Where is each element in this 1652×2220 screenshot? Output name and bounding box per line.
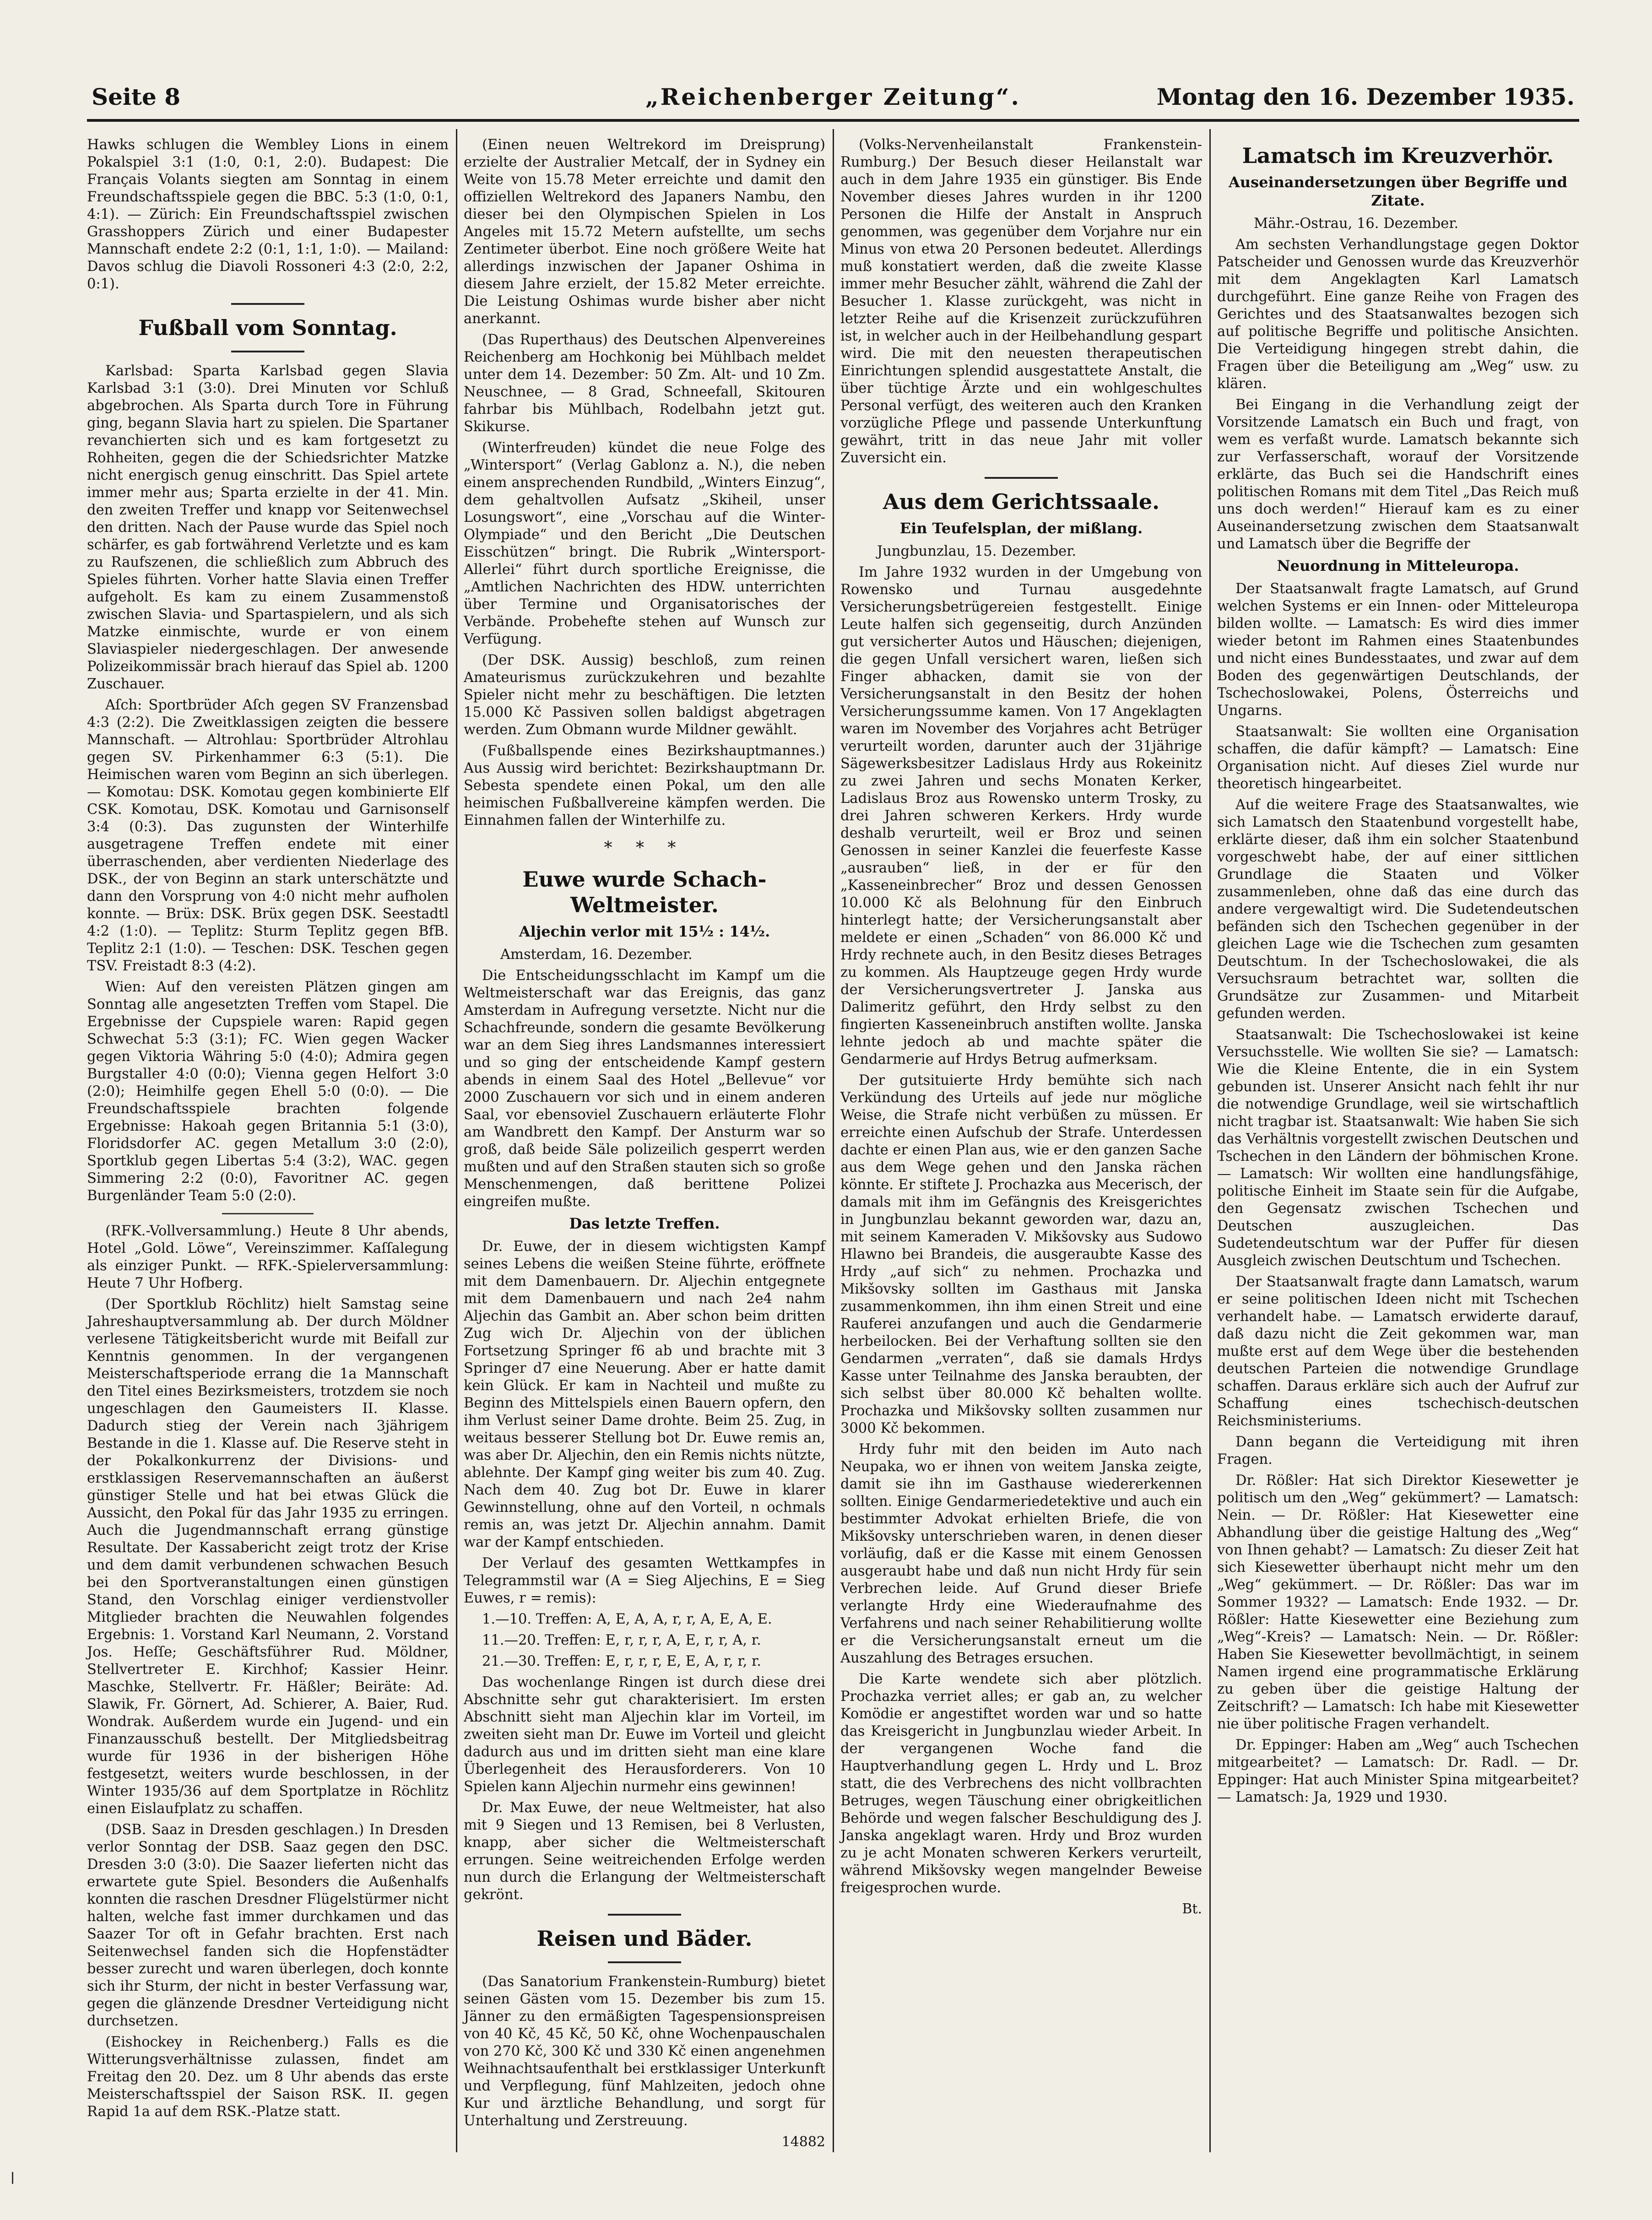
ad-number: 14882 xyxy=(781,2134,825,2150)
divider xyxy=(222,1213,314,1214)
dateline: Amsterdam, 16. Dezember. xyxy=(500,947,693,963)
margin-mark xyxy=(12,2172,22,2184)
page-header xyxy=(87,78,1579,122)
column-sports xyxy=(87,136,449,2141)
article-paragraph: (Das Ruperthaus) des Deutschen Alpenvereines Reichenberg am Hochkonig bei Mühlbach meldet unter dem 14. Dezember: 50 Zm. Alt- und 10 Zm. Neuschnee, — 8 Grad, Schneefall, Skitouren fahrbar bis Mühlbach, Rodelbahn jetzt gut. Skikurse. xyxy=(464,332,825,435)
article-paragraph: (DSB. Saaz in Dresden geschlagen.) In Dresden verlor Sonntag der DSB. Saaz gegen den DSC. Dresden 3:0 (3:0). Die Saazer lieferten nicht das erwartete gute Spiel. Besonders die Außenhalfs konnten die raschen Dresdner Flügelstürmer nicht halten, welche fast immer durchkamen und das Saazer Tor oft in Gefahr brachten. Erst nach Seitenwechsel fanden sich die Hopfenstädter besser zurecht und waren überlegen, doch konnte sich ihr Sturm, der nicht in bester Verfassung war, gegen die glänzende Dresdner Verteidigung nicht durchsetzen. xyxy=(87,1822,449,2029)
article-paragraph: (Winterfreuden) kündet die neue Folge des „Wintersport“ (Verlag Gablonz a. N.), die neben einem ansprechenden Rundbild, „Winters Einzug“, dem gehaltvollen Aufsatz „Skiheil, unser Losungswort“, eine „Vorschau auf die Winter-Olympiade“ und den Bericht „Die Deutschen Eisschützen“ bringt. Die Rubrik „Wintersport-Allerlei“ führt durch sportliche Ereignisse, die „Amtlichen Nachrichten des HDW. unterrichten über Termine und Organisatorisches der Verbände. Probehefte stehen auf Wunsch zur Verfügung. xyxy=(464,440,825,647)
column-rule xyxy=(833,129,834,2152)
article-paragraph: (Der DSK. Aussig) beschloß, zum reinen Amateurismus zurückzukehren und bezahlte Spieler nicht mehr zu beschäftigen. Die letzten 15.000 Kč Passiven sollen baldigst abgetragen werden. Zum Obmann wurde Mildner gewählt. xyxy=(464,652,825,738)
article-paragraph: Aſch: Sportbrüder Aſch gegen SV Franzensbad 4:3 (2:2). Die Zweitklassigen zeigten die bessere Mannschaft. — Altrohlau: Sportbrüder Altrohlau gegen SV. Pirkenhammer 6:3 (5:1). Die Heimischen waren vom Beginn an sich überlegen. — Komotau: DSK. Komotau gegen kombinierte Elf CSK. Komotau, DSK. Komotau und Garnisonself 3:4 (0:3). Das zugunsten der Winterhilfe ausgetragene Treffen endete mit einer überraschenden, aber verdienten Niederlage des DSK., der von Beginn an stark unterschätzte und dann den Vorsprung von 4:0 nicht mehr aufholen konnte. — Brüx: DSK. Brüx gegen DSK. Seestadtl 4:2 (1:0). — Teplitz: Sturm Teplitz gegen BfB. Teplitz 2:1 (1:0). — Teschen: DSK. Teschen gegen TSV. Freistadt 8:3 (4:2). xyxy=(87,697,449,974)
article-title: Euwe wurde Schach-Weltmeister. xyxy=(522,867,767,917)
article-paragraph: Am sechsten Verhandlungstage gegen Doktor Patscheider und Genossen wurde das Kreuzverhör mit dem Angeklagten Karl Lamatsch durchgeführt. Eine ganze Reihe von Fragen des Gerichtes und des Staatsanwaltes bezogen sich auf politische Begriffe und politische Ansichten. Die Verteidigung hingegen strebt dahin, die Fragen über die Beteiligung am „Weg“ usw. zu klären. xyxy=(1217,237,1579,392)
article-paragraph: (Volks-Nervenheilanstalt Frankenstein-Rumburg.) Der Besuch dieser Heilanstalt war auch in dem Jahre 1935 ein günstiger. Bis Ende November dieses Jahres wurden in ihr 1200 Personen die Hilfe der Anstalt in Anspruch genommen, was gegenüber dem Vorjahre nur ein Minus von etwa 20 Personen bedeutet. Allerdings muß konstatiert werden, daß die zweite Klasse immer mehr Besucher zählt, während die Zahl der Besucher 1. Klasse zurückgeht, was nicht in letzter Reihe auf die Krisenzeit zurückzuführen ist, in welcher auch in der Heilbehandlung gespart wird. Die mit den neuesten therapeutischen Einrichtungen splendid ausgestattete Anstalt, die über tüchtige Ärzte und ein wohlgeschultes Personal verfügt, des weiteren auch den Kranken vorzügliche Pflege und passende Unterkunftung gewährt, tritt in das neue Jahr mit voller Zuversicht ein. xyxy=(840,137,1202,466)
article-subtitle: Ein Teufelsplan, der mißlang. xyxy=(899,520,1143,537)
article-paragraph: 21.—30. Treffen: E, r, r, r, E, E, A, r, r, r. xyxy=(482,1653,761,1669)
article-paragraph: Hawks schlugen die Wembley Lions in einem Pokalspiel 3:1 (1:0, 0:1, 2:0). Budapest: Die Français Volants siegten am Sonntag in einem Freundschaftsspiele gegen die BBC. 5:3 (1:0, 0:1, 4:1). — Zürich: Ein Freundschaftsspiel zwischen Grasshoppers Zürich und einer Budapester Mannschaft endete 2:2 (0:1, 1:1, 1:0). — Mailand: Davos schlug die Diavoli Rossoneri 4:3 (2:0, 2:2, 0:1). xyxy=(87,137,449,292)
article-paragraph: Karlsbad: Sparta Karlsbad gegen Slavia Karlsbad 3:1 (3:0). Drei Minuten vor Schluß abgebrochen. Als Sparta durch Tore in Führung ging, begann Slavia hart zu spielen. Die Spartaner revanchierten sich und es kam fortgesetzt zu Rohheiten, gegen die der Schiedsrichter Matzke nicht energisch genug einschritt. Das Spiel artete immer mehr aus; Sparta erzielte in der 41. Min. den zweiten Treffer und knapp vor Seitenwechsel den dritten. Nach der Pause wurde das Spiel noch schärfer, es gab fortwährend Verletzte und es kam zu Raufszenen, die schließlich zum Abbruch des Spieles führten. Vorher hatte Slavia einen Treffer aufgeholt. Es kam zu einem Zusammenstoß zwischen Slavia- und Spartaspielern, und als sich Matzke einmischte, wurde er von einem Slaviaspieler niedergeschlagen. Der anwesende Polizeikommissär brach hierauf das Spiel ab. 1200 Zuschauer. xyxy=(87,363,449,692)
article-paragraph: Die Karte wendete sich aber plötzlich. Prochazka verriet alles; er gab an, zu welcher Komödie er angestiftet worden war und so hatte das Kreisgericht in Jungbunzlau wieder Arbeit. In der vergangenen Woche fand die Hauptverhandlung gegen L. Hrdy und L. Broz statt, die des Verbrechens des nicht vollbrachten Betruges, wegen Täuschung einer obrigkeitlichen Behörde und wegen falscher Beschuldigung des J. Janska angeklagt waren. Hrdy und Broz wurden zu je acht Monaten schweren Kerkers verurteilt, während Mikšovsky wegen mangelnder Beweise freigesprochen wurde. xyxy=(840,1671,1202,1896)
article-title: Reisen und Bäder. xyxy=(536,1926,753,1951)
section-separator: * * * xyxy=(604,839,685,857)
article-title: Fußball vom Sonntag. xyxy=(138,315,397,340)
column-misc-chess xyxy=(464,136,825,2150)
article-paragraph: Die Entscheidungsschlacht im Kampf um die Weltmeisterschaft war das Ereignis, das ganz Amsterdam in Aufregung versetzte. Nicht nur die Schachfreunde, sondern die gesamte Bevölkerung war an dem Sieg ihres Landsmannes interessiert und so ging der entscheidende Kampf gestern abends in einem Saal des Hotel „Bellevue“ vor 2000 Zuschauern vor sich und in einem anderen Saal, vor ebensoviel Zuschauern erläuterte Flohr am Wandbrett den Kampf. Der Ansturm war so groß, daß beide Säle polizeilich gesperrt werden mußten und auf den Straßen stauten sich so große Menschenmengen, daß berittene Polizei eingreifen mußte. xyxy=(464,968,825,1210)
article-paragraph: Staatsanwalt: Die Tschechoslowakei ist keine Versuchsstelle. Wie wollten Sie sie? — Lamatsch: Wie die Kleine Entente, die in ein System gebunden ist. Unserer Ansicht nach fehlt ihr nur die notwendige Grundlage, weil sie wirtschaftlich nicht tragbar ist. Staatsanwalt: Wie haben Sie sich das Verhältnis vorgestellt zwischen Deutschen und Tschechen in den Ländern der böhmischen Krone. — Lamatsch: Wir wollten eine handlungsfähige, politische Einheit im Staate sein für die Aufgabe, den Gegensatz zwischen Tschechen und Deutschen auszugleichen. Das Sudetendeutschtum war der Puffer für diesen Ausgleich zwischen Deutschtum und Tschechen. xyxy=(1217,1027,1579,1269)
article-paragraph: (Das Sanatorium Frankenstein-Rumburg) bietet seinen Gästen vom 15. Dezember bis zum 15. Jänner zu den ermäßigten Tagespensionspreisen von 40 Kč, 45 Kč, 50 Kč, ohne Wochenpauschalen von 270 Kč, 300 Kč und 330 Kč einen angenehmen Weihnachtsaufenthalt bei erstklassiger Unterkunft und Verpflegung, fünf Mahlzeiten, jedoch ohne Kur und ärztliche Behandlung, und sorgt für Unterhaltung und Zerstreuung. xyxy=(464,1974,825,2129)
newspaper-title: „Reichenberger Zeitung“. xyxy=(645,83,1021,110)
article-paragraph: Dr. Eppinger: Haben am „Weg“ auch Tschechen mitgearbeitet? — Lamatsch: Dr. Radl. — Dr. Eppinger: Hat auch Minister Spina mitgearbeitet? — Lamatsch: Ja, 1929 und 1930. xyxy=(1217,1737,1579,1805)
article-title: Lamatsch im Kreuzverhör. xyxy=(1242,143,1554,168)
article-paragraph: (Fußballspende eines Bezirkshauptmannes.) Aus Aussig wird berichtet: Bezirkshauptmann Dr. Sebesta spendete einen Pokal, um den alle heimischen Fußballvereine kämpfen werden. Die Einnahmen fallen der Winterhilfe zu. xyxy=(464,743,825,828)
article-paragraph: 1.—10. Treffen: A, E, A, A, r, r, A, E, A, E. xyxy=(482,1611,772,1627)
article-paragraph: Bei Eingang in die Verhandlung zeigt der Vorsitzende Lamatsch ein Buch und fragt, von wem es verfaßt wurde. Lamatsch bekannte sich zur Verfasserschaft, worauf der Vorsitzende erklärte, das Buch sei die Handschrift eines politischen Romans mit dem Titel „Das Reich muß uns doch werden!“ Hierauf kam es zu einer Auseinandersetzung zwischen dem Staatsanwalt und Lamatsch über die Begriffe der xyxy=(1217,397,1579,552)
article-paragraph: Der Verlauf des gesamten Wettkampfes in Telegrammstil war (A = Sieg Aljechins, E = Sieg Euwes, r = remis): xyxy=(464,1555,825,1606)
author-signature: Bt. xyxy=(1182,1901,1202,1917)
divider xyxy=(608,1961,681,1963)
divider xyxy=(608,1914,681,1916)
article-paragraph: Dann begann die Verteidigung mit ihren Fragen. xyxy=(1217,1434,1579,1467)
divider xyxy=(985,477,1058,479)
article-paragraph: Dr. Rößler: Hat sich Direktor Kiesewetter je politisch um den „Weg“ gekümmert? — Lamatsch: Nein. — Dr. Rößler: Hat Kiesewetter eine Abhandlung über die geistige Haltung des „Weg“ von Ihnen gehabt? — Lamatsch: Zu dieser Zeit hat sich Kiesewetter überhaupt nicht mehr um den „Weg“ gekümmert. — Dr. Rößler: Das war im Sommer 1932? — Lamatsch: Ende 1932. — Dr. Rößler: Hatte Kiesewetter eine Beziehung zum „Weg“-Kreis? — Lamatsch: Nein. — Dr. Rößler: Haben Sie Kiesewetter bevollmächtigt, in seinem Namen irgend eine programmatische Erklärung zu geben über die geistige Haltung der Zeitschrift? — Lamatsch: Ich habe mit Kiesewetter nie über politische Fragen verhandelt. xyxy=(1217,1473,1579,1732)
article-paragraph: 11.—20. Treffen: E, r, r, r, A, E, r, r, A, r. xyxy=(482,1632,761,1648)
dateline: Mähr.-Ostrau, 16. Dezember. xyxy=(1254,216,1459,232)
article-subtitle: Auseinandersetzungen über Begriffe und Zitate. xyxy=(1229,173,1567,209)
article-paragraph: (Einen neuen Weltrekord im Dreisprung) erzielte der Australier Metcalf, der in Sydney ein Weite von 15.78 Meter erreichte und damit den offiziellen Weltrekord des Japaners Nambu, den dieser bei den Olympischen Spielen in Los Angeles mit 15.72 Metern aufstellte, um sechs Zentimeter überbot. Eine noch größere Weite hat allerdings inzwischen der Japaner Oshima in diesem Jahre erzielt, der 15.82 Meter erreichte. Die Leistung Oshimas wurde bisher aber nicht anerkannt. xyxy=(464,137,825,327)
column-court xyxy=(840,136,1202,2141)
issue-date: Montag den 16. Dezember 1935. xyxy=(1156,83,1575,110)
article-paragraph: Der Staatsanwalt fragte Lamatsch, auf Grund welchen Systems er ein Innen- oder Mitteleuropa bilden wollte. — Lamatsch: Es wird dies immer wieder betont im Rahmen eines Staatenbundes und nicht eines Bundesstaates, und zwar auf dem Boden des gegenwärtigen Deutschlands, der Tschechoslowakei, Polens, Österreichs und Ungarns. xyxy=(1217,581,1579,719)
column-rule xyxy=(1209,129,1211,2152)
article-paragraph: (Der Sportklub Röchlitz) hielt Samstag seine Jahreshauptversammlung ab. Der durch Möldner verlesene Tätigkeitsbericht wurde mit Beifall zur Kenntnis genommen. In der vergangenen Meisterschaftsperiode errang die 1a Mannschaft den Titel eines Bezirksmeisters, trotzdem sie noch ungeschlagen den Gaumeisters II. Klasse. Dadurch stieg der Verein nach 3jährigem Bestande in die 1. Klasse auf. Die Reserve steht in der Pokalkonkurrenz der Divisions- und erstklassigen Reservemannschaften an äußerst günstiger Stelle und hat bei etwas Glück die Aussicht, den Pokal für das Jahr 1935 zu erringen. Auch die Jugendmannschaft errang günstige Resultate. Der Kassabericht zeigt trotz der Krise und dem damit verbundenen schwachen Besuch bei den Sportveranstaltungen einen günstigen Stand, den Vorschlag einiger verdienstvoller Mitglieder brachten die Neuwahlen folgendes Ergebnis: 1. Vorstand Karl Neumann, 2. Vorstand Jos. Heſſe; Geschäftsführer Rud. Möldner, Stellvertreter E. Kirchhof; Kassier Heinr. Maschke, Stellvertr. Fr. Häßler; Beiräte: Ad. Slawik, Fr. Görnert, Ad. Schierer, A. Baier, Rud. Wondrak. Außerdem wurde ein Jugend- und ein Finanzausschuß bestellt. Der Mitgliedsbeitrag wurde für 1936 in der bisherigen Höhe festgesetzt, weiters wurde beschlossen, in der Winter 1935/36 auf dem Sportplatze in Röchlitz einen Eislaufplatz zu schaffen. xyxy=(87,1296,449,1817)
page-number: Seite 8 xyxy=(92,83,181,110)
article-paragraph: Der gutsituierte Hrdy bemühte sich nach Verkündung des Urteils auf jede nur mögliche Weise, die Strafe nicht verbüßen zu müssen. Er erreichte einen Aufschub der Strafe. Unterdessen dachte er einen Plan aus, wie er den ganzen Sache aus dem Wege gehen und den Janska rächen könnte. Er stiftete J. Prochazka aus Mecerisch, der damals mit ihm im Gefängnis des Kreisgerichtes in Jungbunzlau bekannt geworden war, dazu an, mit seinem Kameraden V. Mikšovsky aus Sudowo Hlawno bei Brandeis, die ausgeraubte Kasse des Hrdy „auf sich“ zu nehmen. Prochazka und Mikšovsky sollten im Gasthaus mit Janska zusammenkommen, ihn ihm einen Streit und eine Rauferei anzufangen und auch die Gendarmerie herbeilocken. Bei der Verhaftung sollten sie den Gendarmen „verraten“, daß sie damals Hrdys Kasse unter Teilnahme des Janska beraubten, der sich selbst über 80.000 Kč behalten wollte. Prochazka und Mikšovsky sollten zusammen nur 3000 Kč bekommen. xyxy=(840,1072,1202,1436)
divider xyxy=(231,303,304,305)
article-paragraph: (Eishockey in Reichenberg.) Falls es die Witterungsverhältnisse zulassen, findet am Freitag den 20. Dez. um 8 Uhr abends das erste Meisterschaftsspiel der Saison RSK. II. gegen Rapid 1a auf dem RSK.-Platze statt. xyxy=(87,2034,449,2120)
article-paragraph: Der Staatsanwalt fragte dann Lamatsch, warum er seine politischen Ideen nicht mit Tschechen verhandelt habe. — Lamatsch erwiderte darauf, daß dazu nicht die Zeit gekommen war, man mußte erst auf dem Wege über die bestehenden deutschen Parteien die notwendige Grundlage schaffen. Daraus erkläre sich auch der Aufruf zur Schaffung eines tschechisch-deutschen Reichsministeriums. xyxy=(1217,1274,1579,1429)
column-lamatsch xyxy=(1217,136,1579,2141)
article-title: Aus dem Gerichtssaale. xyxy=(883,489,1160,514)
article-subhead: Neuordnung in Mitteleuropa. xyxy=(1277,557,1519,574)
newspaper-page xyxy=(87,78,1579,2165)
article-subhead: Das letzte Treffen. xyxy=(569,1215,720,1232)
article-paragraph: Dr. Euwe, der in diesem wichtigsten Kampf seines Lebens die weißen Steine führte, eröffnete mit dem Damenbauern. Dr. Aljechin entgegnete mit dem Damenbauern und nach 2e4 nahm Aljechin das Gambit an. Aber schon beim dritten Zug wich Dr. Aljechin von der üblichen Fortsetzung Springer f6 ab und brachte mit 3 Springer d7 eine Neuerung. Aber er hatte damit kein Glück. Er kam in Nachteil und mußte zu Beginn des Mittelspiels einen Bauern opfern, den ihm Verlust seiner Dame drohte. Beim 25. Zug, in weitaus besserer Stellung bot Dr. Euwe remis an, was aber Dr. Aljechin, den ein Remis nichts nützte, ablehnte. Der Kampf ging weiter bis zum 40. Zug. Nach dem 40. Zug bot Dr. Euwe in klarer Gewinnstellung, ohne auf den Vorteil, n ochmals remis an, was jetzt Dr. Aljechin annahm. Damit war der Kampf entschieden. xyxy=(464,1239,825,1550)
article-paragraph: Hrdy fuhr mit den beiden im Auto nach Neupaka, wo er ihnen von weitem Janska zeigte, damit sie ihn im Gasthause wiedererkennen sollten. Einige Gendarmeriedetektive und auch ein bestimmter Advokat erhielten Briefe, die von Mikšovsky unterschrieben waren, in denen dieser vorläufig, daß er die Kasse mit einem Genossen ausgeraubt habe und daß nun nicht Hrdy für sein Verbrechen leide. Auf Grund dieser Briefe verlangte Hrdy eine Wiederaufnahme des Verfahrens und nach seiner Rehabilitierung wollte er die Versicherungsanstalt erneut um die Auszahlung des Betrages ersuchen. xyxy=(840,1441,1202,1666)
article-paragraph: Dr. Max Euwe, der neue Weltmeister, hat also mit 9 Siegen und 13 Remisen, bei 8 Verlusten, knapp, aber sicher die Weltmeisterschaft errungen. Seine weitreichenden Erfolge werden nun durch die Erlangung der Weltmeisterschaft gekrönt. xyxy=(464,1800,825,1903)
article-paragraph: Das wochenlange Ringen ist durch diese drei Abschnitte sehr gut charakterisiert. Im ersten Abschnitt sieht man Aljechin klar im Vorteil, im zweiten sieht man Dr. Euwe im Vorteil und gleicht dadurch aus und im dritten sieht man eine klare Überlegenheit des Herausforderers. Von 10 Spielen kann Aljechin nurmehr eins gewinnen! xyxy=(464,1674,825,1795)
dateline: Jungbunzlau, 15. Dezember. xyxy=(877,543,1077,559)
divider xyxy=(231,351,304,352)
article-paragraph: Wien: Auf den vereisten Plätzen gingen am Sonntag alle angesetzten Treffen vom Stapel. Die Ergebnisse der Cupspiele waren: Rapid gegen Schwechat 5:3 (3:1); FC. Wien gegen Wacker gegen Viktoria Währing 5:0 (4:0); Admira gegen Burgstaller 4:0 (0:0); Vienna gegen Helfort 3:0 (2:0); Heimhilfe gegen Ehell 5:0 (0:0). — Die Freundschaftsspiele brachten folgende Ergebnisse: Hakoah gegen Britannia 5:1 (3:0), Floridsdorfer AC. gegen Metallum 3:0 (2:0), Sportklub gegen Libertas 5:4 (3:2), WAC. gegen Simmering 2:2 (0:0), Favoritner AC. gegen Burgenländer Team 5:0 (2:0). xyxy=(87,979,449,1204)
article-paragraph: Auf die weitere Frage des Staatsanwaltes, wie sich Lamatsch den Staatenbund vorgestellt habe, erklärte dieser, daß ihm ein solcher Staatenbund vorgeschwebt habe, der auf einer sittlichen Grundlage die Staaten und Völker zusammenleben, ohne daß das eine durch das andere vergewaltigt wird. Die Sudetendeutschen befänden sich den Tschechen gegenüber in der gleichen Lage wie die Tschechen zum gesamten Deutschtum. In der Tschechoslowakei, die als Versuchsraum betrachtet war, sollten die Grundsätze zur Zusammen- und Mitarbeit gefunden werden. xyxy=(1217,797,1579,1022)
article-subtitle: Aljechin verlor mit 15½ : 14½. xyxy=(519,923,770,940)
article-paragraph: Staatsanwalt: Sie wollten eine Organisation schaffen, die dafür kämpft? — Lamatsch: Eine Organisation nicht. Auf dieses Ziel wurde nur theoretisch hingearbeitet. xyxy=(1217,724,1579,792)
article-paragraph: Im Jahre 1932 wurden in der Umgebung von Rowensko und Turnau ausgedehnte Versicherungsbetrügereien festgestellt. Einige Leute halfen sich gegenseitig, durch Anzünden gut versicherter Autos und Häuschen; diejenigen, die gegen Unfall versichert waren, ließen sich Finger abhacken, damit sie von der Versicherungsanstalt in den Besitz der hohen Versicherungssumme kamen. Von 17 Angeklagten waren im November des Vorjahres acht Betrüger verurteilt worden, darunter auch der 31jährige Sägewerksbesitzer Ladislaus Hrdy aus Rokeinitz zu zwei Jahren und sechs Monaten Kerker, Ladislaus Broz aus Rowensko unterm Trosky, zu drei Jahren schweren Kerkers. Hrdy wurde deshalb verurteilt, weil er Broz und seinen Genossen in seiner Kanzlei die feuerfeste Kasse „ausrauben“ ließ, in der er für den „Kasseneinbrecher“ Broz und dessen Genossen 10.000 Kč als Belohnung für den Einbruch hinterlegt hatte; der Versicherungsanstalt aber meldete er einen „Schaden“ von 86.000 Kč und Hrdy rechnete auch, in den Besitz dieses Betrages zu kommen. Als Hauptzeuge gegen Hrdy wurde der Versicherungsvertreter J. Janska aus Dalimeritz geführt, den Hrdy selbst zu den fingierten Kasseneinbruch anstiften wollte. Janska lehnte jedoch ab und machte später die Gendarmerie auf Hrdys Betrug aufmerksam. xyxy=(840,564,1202,1067)
column-rule xyxy=(456,129,457,2152)
article-paragraph: (RFK.-Vollversammlung.) Heute 8 Uhr abends, Hotel „Gold. Löwe“, Vereinszimmer. Kaſſalegung als einziger Punkt. — RFK.-Spielerversammlung: Heute 7 Uhr Hofberg. xyxy=(87,1223,449,1291)
